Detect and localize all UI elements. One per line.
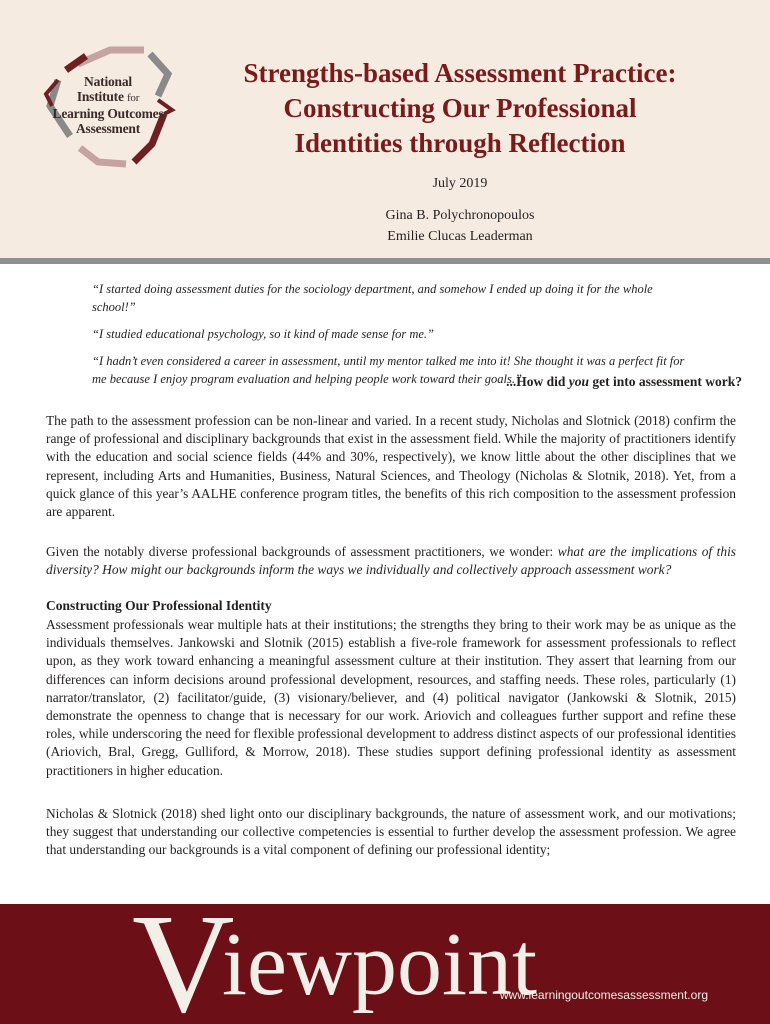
quote-item: “I started doing assessment duties for the sociology department, and somehow I ended up doing it for the whole school!” [92,282,653,314]
section-heading: Constructing Our Professional Identity [46,598,272,613]
footer-url-link[interactable]: www.learningoutcomesassessment.org [499,988,708,1002]
page-title [185,56,735,161]
author-list [185,205,735,247]
quote-question: ...How did you get into assessment work? [506,374,742,389]
author-name: Gina B. Polychronopoulos [385,208,535,223]
title-line-2: Constructing Our Professional [283,93,637,123]
logo-line-national: National [84,74,132,89]
research-questions: what are the implications of this diversity? How might our backgrounds inform the ways we individually and collectively approach assessment work? [46,544,737,578]
footer-band [0,904,770,1024]
title-line-3: Identities through Reflection [294,128,626,158]
body-paragraph: The path to the assessment profession can be non-linear and varied. In a recent study, Nicholas and Slotnick (2018) confirm the range of professional and disciplinary backgrounds that exist in the assessment field. While the majority of practitioners identify with the education and social science fields (44% and 30%, respectively), we know little about the other disciplines that we represent, including Arts and Humanities, Business, Natural Sciences, and Theology (Nicholas & Slotnik, 2018). Yet, from a quick glance of this year’s AALHE conference program titles, the benefits of this rich composition to the assessment profession are apparent. [46,413,736,520]
logo-wordmark [40,74,176,136]
body-paragraph: Nicholas & Slotnick (2018) shed light onto our disciplinary backgrounds, the nature of assessment work, and our motivations; they suggest that understanding our collective competencies is essential to further develop the assessment profession. We agree that understanding our backgrounds is a vital component of defining our professional identity; [46,806,736,858]
logo-line-learning-outcomes: Learning Outcomes [52,106,164,121]
header-divider [0,258,770,264]
body-paragraph: Given the notably diverse professional backgrounds of assessment practitioners, we wonder: what are the implications of this diversity? How might our backgrounds inform the ways we individually and collectively approach assessment work? [46,544,737,578]
viewpoint-wordmark-initial: V [132,904,235,1024]
publication-date: July 2019 [432,176,488,191]
logo-line-institute: Institute for [76,89,140,104]
title-line-1: Strengths-based Assessment Practice: [243,58,677,88]
question-emphasis: you [568,374,589,389]
logo-line-assessment: Assessment [76,121,140,136]
viewpoint-wordmark: iewpoint [222,915,537,1014]
author-name: Emilie Clucas Leaderman [387,229,533,244]
quote-item: “I studied educational psychology, so it kind of made sense for me.” [92,327,434,341]
body-paragraph: Assessment professionals wear multiple hats at their institutions; the strengths they bring to their work may be as unique as the individuals themselves. Jankowski and Slotnik (2015) establish a five-role framework for assessment professionals to reflect upon, as they work toward enhancing a meaningful assessment culture at their institution. They assert that learning from our differences can inform decisions around professional development, resources, and staffing needs. These roles, particularly (1) narrator/translator, (2) facilitator/guide, (3) visionary/believer, and (4) political navigator (Jankowski & Slotnik, 2015) demonstrate the openness to change that is necessary for our work. Ariovich and colleagues further support and refine these roles, while underscoring the need for flexible professional development to address distinct aspects of our professional identities (Ariovich, Bral, Gregg, Gulliford, & Morrow, 2018). These studies support defining professional identity as assessment practitioners in higher education. [46,617,736,778]
quote-item: “I hadn’t even considered a career in assessment, until my mentor talked me into it! She thought it was a perfect fit for me because I enjoy program evaluation and helping people work toward their goals.” [92,354,685,386]
